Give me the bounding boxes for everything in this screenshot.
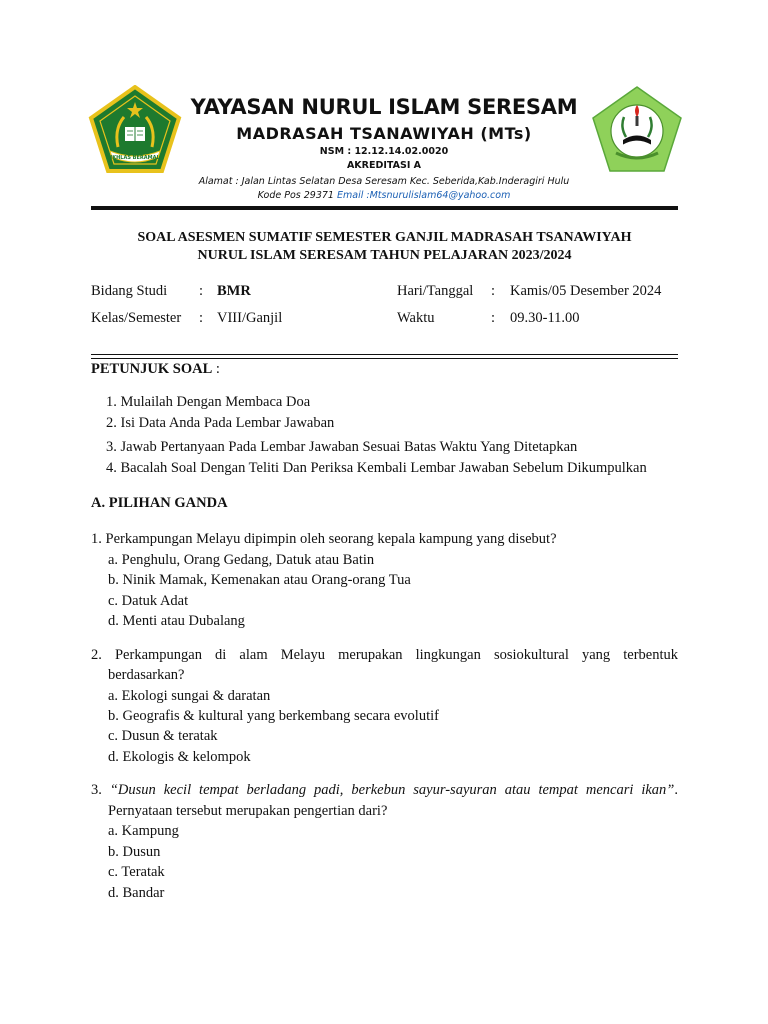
email-link[interactable]: Email :Mtsnurulislam64@yahoo.com: [337, 190, 511, 201]
date-colon: :: [491, 283, 496, 299]
answer-option: a. Ekologi sungai & daratan: [108, 688, 271, 704]
section-heading: A. PILIHAN GANDA: [91, 495, 228, 511]
answer-option: c. Dusun & teratak: [108, 728, 218, 744]
question-2: [91, 647, 678, 664]
question-text-continued: Pernyataan tersebut merupakan pengertian dari?: [108, 803, 388, 819]
kemenag-logo: [88, 85, 182, 175]
instruction-item: 4. Bacalah Soal Dengan Teliti Dan Periksa Kembali Lembar Jawaban Sebelum Dikumpulkan: [106, 460, 647, 476]
time-value: 09.30-11.00: [510, 310, 580, 326]
subject-colon: :: [199, 283, 204, 299]
answer-option: a. Kampung: [108, 823, 179, 839]
subject-label: Bidang Studi: [91, 283, 168, 299]
answer-option: b. Ninik Mamak, Kemenakan atau Orang-orang Tua: [108, 572, 411, 588]
kemenag-emblem-icon: [88, 85, 182, 175]
class-colon: :: [199, 310, 204, 326]
time-colon: :: [491, 310, 496, 326]
school-emblem-icon: [590, 85, 684, 175]
class-label: Kelas/Semester: [91, 310, 182, 326]
instructions-heading-colon: :: [212, 361, 220, 377]
foundation-name: YAYASAN NURUL ISLAM SERESAM: [190, 95, 578, 119]
exam-title-line2: NURUL ISLAM SERESAM TAHUN PELAJARAN 2023/2024: [197, 248, 572, 263]
question-number: 3.: [91, 782, 102, 798]
answer-option: c. Teratak: [108, 864, 165, 880]
answer-option: d. Ekologis & kelompok: [108, 749, 251, 765]
exam-title-line1: SOAL ASESMEN SUMATIF SEMESTER GANJIL MADRASAH TSANAWIYAH: [137, 230, 632, 245]
question-3: [91, 782, 678, 799]
instructions-heading-text: PETUNJUK SOAL: [91, 361, 213, 377]
question-text-continued: berdasarkan?: [108, 667, 185, 683]
logo-banner-text: IKHLAS BERAMAL: [110, 155, 160, 161]
subject-value: BMR: [217, 283, 251, 299]
nsm-number: NSM : 12.12.14.02.0020: [319, 146, 449, 157]
question-1: [91, 531, 557, 548]
accreditation: AKREDITASI A: [346, 160, 422, 171]
answer-option: c. Datuk Adat: [108, 593, 189, 609]
school-address: Alamat : Jalan Lintas Selatan Desa Seresam Kec. Seberida,Kab.Inderagiri Hulu: [198, 176, 570, 187]
class-value: VIII/Ganjil: [217, 310, 283, 326]
letterhead-divider: [91, 206, 678, 210]
question-quote-end: .: [674, 782, 678, 798]
question-text: Perkampungan Melayu dipimpin oleh seorang kepala kampung yang disebut?: [105, 531, 557, 547]
question-quote: “Dusun kecil tempat berladang padi, berkebun sayur-sayuran atau tempat mencari ikan”: [109, 782, 675, 798]
date-value: Kamis/05 Desember 2024: [510, 283, 662, 299]
answer-option: a. Penghulu, Orang Gedang, Datuk atau Batin: [108, 552, 375, 568]
answer-option: b. Geografis & kultural yang berkembang secara evolutif: [108, 708, 439, 724]
question-number: 2.: [91, 647, 102, 663]
answer-option: d. Menti atau Dubalang: [108, 613, 245, 629]
date-label: Hari/Tanggal: [397, 283, 474, 299]
instruction-item: 3. Jawab Pertanyaan Pada Lembar Jawaban Sesuai Batas Waktu Yang Ditetapkan: [106, 439, 578, 455]
answer-option: b. Dusun: [108, 844, 161, 860]
time-label: Waktu: [397, 310, 435, 326]
school-name: MADRASAH TSANAWIYAH (MTs): [236, 124, 532, 143]
school-logo: [590, 85, 684, 175]
postal-code: Kode Pos 29371: [257, 190, 334, 201]
answer-option: d. Bandar: [108, 885, 165, 901]
instruction-item: 2. Isi Data Anda Pada Lembar Jawaban: [106, 415, 335, 431]
instructions-heading: [91, 361, 220, 378]
instruction-item: 1. Mulailah Dengan Membaca Doa: [106, 394, 311, 410]
question-text: Perkampungan di alam Melayu merupakan lingkungan sosiokultural yang terbentuk: [114, 647, 679, 663]
postal-email-line: [180, 190, 588, 201]
info-divider: [91, 354, 678, 359]
question-number: 1.: [91, 531, 102, 547]
